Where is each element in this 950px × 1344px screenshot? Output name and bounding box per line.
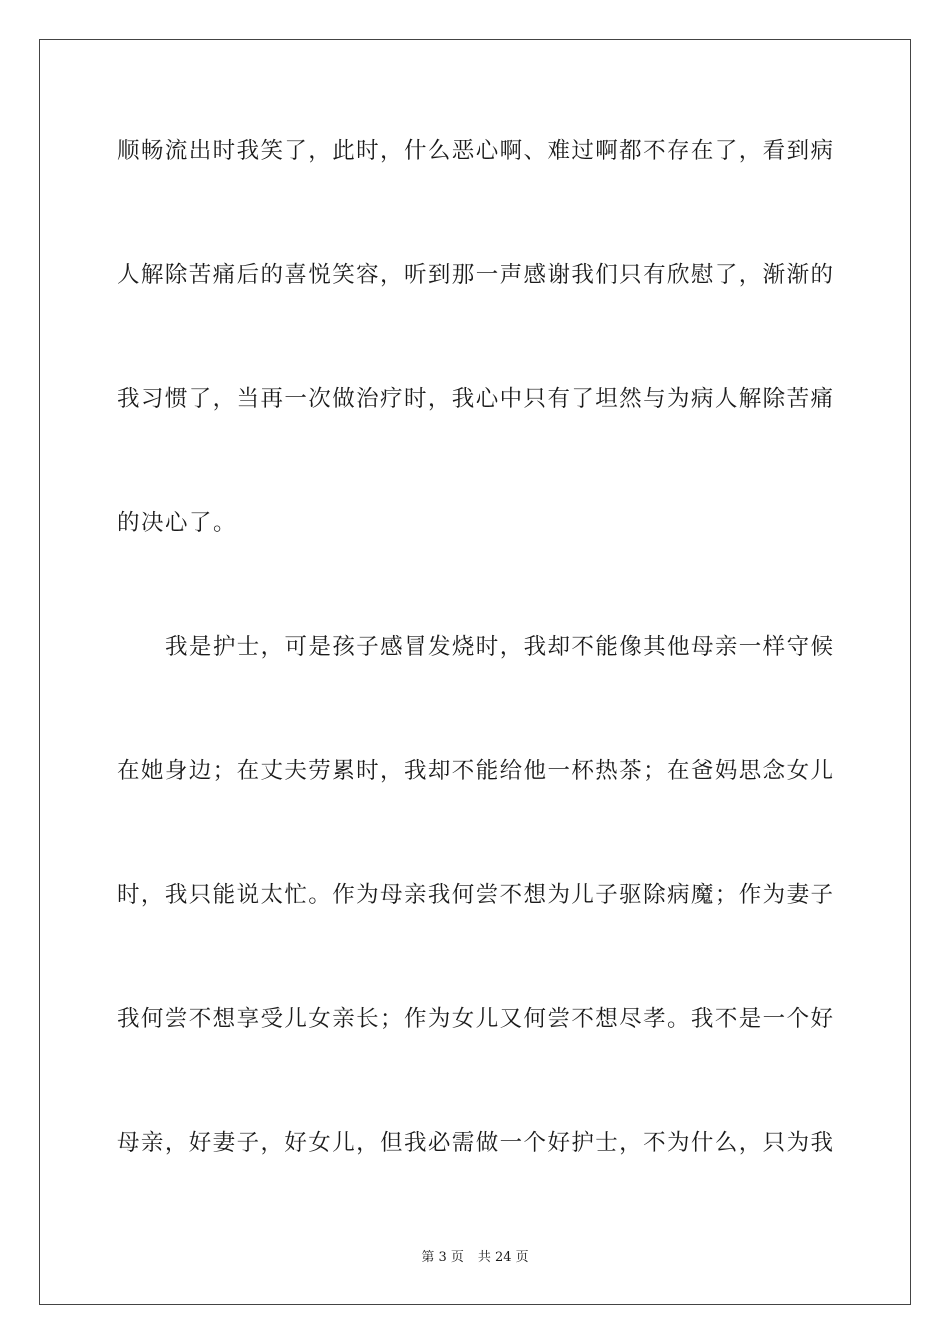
paragraph-line-3: 我习惯了，当再一次做治疗时，我心中只有了坦然与为病人解除苦痛 <box>117 386 833 412</box>
page-total: 共 24 页 <box>477 1250 529 1265</box>
paragraph-line-9: 母亲，好妻子，好女儿，但我必需做一个好护士，不为什么，只为我 <box>117 1130 833 1156</box>
page-footer <box>0 1246 950 1265</box>
paragraph-line-4: 的决心了。 <box>117 510 238 536</box>
paragraph-line-7: 时，我只能说太忙。作为母亲我何尝不想为儿子驱除病魔；作为妻子 <box>117 882 833 908</box>
paragraph-line-6: 在她身边；在丈夫劳累时，我却不能给他一杯热茶；在爸妈思念女儿 <box>117 758 833 784</box>
page-number: 第 3 页 <box>421 1250 464 1265</box>
page-border <box>39 39 911 1305</box>
paragraph-line-1: 顺畅流出时我笑了，此时，什么恶心啊、难过啊都不存在了，看到病 <box>117 138 833 164</box>
paragraph-line-2: 人解除苦痛后的喜悦笑容，听到那一声感谢我们只有欣慰了，渐渐的 <box>117 262 833 288</box>
paragraph-line-8: 我何尝不想享受儿女亲长；作为女儿又何尝不想尽孝。我不是一个好 <box>117 1006 833 1032</box>
paragraph-line-5: 我是护士，可是孩子感冒发烧时，我却不能像其他母亲一样守候 <box>165 634 833 660</box>
